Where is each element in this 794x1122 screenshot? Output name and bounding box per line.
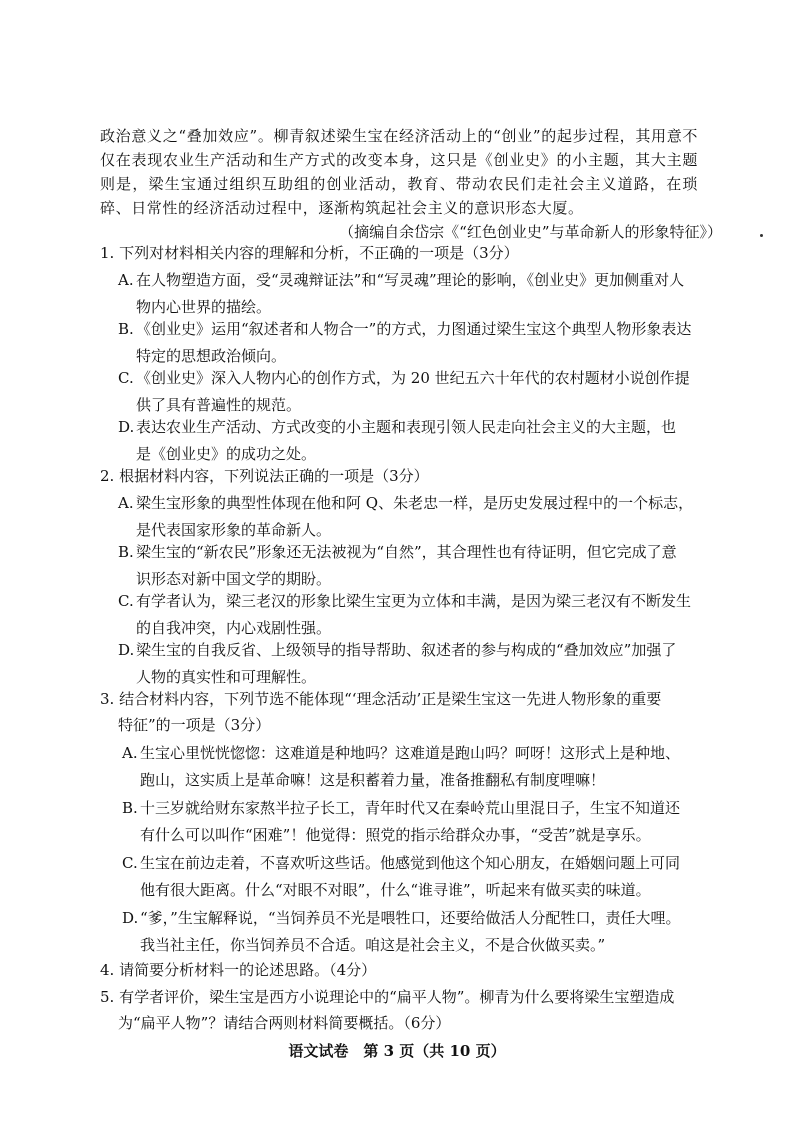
option-text: 十三岁就给财东家熬半拉子长工，青年时代又在秦岭荒山里混日子，生宝不知道还 bbox=[140, 799, 681, 817]
question-3-stem-line2: 特征”的一项是（3分） bbox=[118, 716, 271, 734]
question-2-stem: 2. 根据材料内容，下列说法正确的一项是（3分） bbox=[100, 467, 429, 485]
option-label: A. bbox=[118, 494, 134, 512]
question-5-stem bbox=[100, 984, 700, 1036]
question-2-option-a bbox=[118, 490, 700, 544]
option-text: 生宝心里恍恍惚惚：这难道是种地吗？这难道是跑山吗？呵呀！这形式上是种地、 bbox=[140, 744, 681, 762]
passage-text: 政治意义之“叠加效应”。柳青叙述梁生宝在经济活动上的“创业”的起步过程，其用意不仅在表现农业生产活动和生产方式的改变本身，这只是《创业史》的小主题，其大主题则是，梁生宝通过组织互助组的创业活动，教育、带动农民们走社会主义道路，在琐碎、日常性的经济活动过程中，逐渐构筑起社会主义的意识形态大厦。 bbox=[100, 127, 698, 217]
option-text: 《创业史》深入人物内心的创作方式，为 20 世纪五六十年代的农村题材小说创作提 bbox=[136, 369, 690, 387]
option-label: B. bbox=[122, 799, 138, 817]
option-text: 梁生宝形象的典型性体现在他和阿 Q、朱老忠一样，是历史发展过程中的一个标志， bbox=[136, 494, 694, 512]
option-text: 梁生宝的自我反省、上级领导的指导帮助、叙述者的参与构成的“叠加效应”加强了 bbox=[136, 641, 677, 659]
option-text-cont: 是代表国家形象的革命新人。 bbox=[136, 521, 332, 539]
question-3-stem-line1: 3. 结合材料内容，下列节选不能体现“‘理念活动’正是梁生宝这一先进人物形象的重要 bbox=[100, 690, 662, 708]
option-label: D. bbox=[118, 418, 135, 436]
question-1-stem: 1. 下列对材料相关内容的理解和分析，不正确的一项是（3分） bbox=[100, 244, 519, 262]
question-3-option-c bbox=[122, 850, 700, 904]
option-label: B. bbox=[118, 320, 134, 338]
option-label: D. bbox=[122, 909, 139, 927]
question-1-option-d bbox=[118, 414, 700, 468]
question-5-stem-line2: 为“扁平人物”？请结合两则材料简要概括。（6分） bbox=[118, 1014, 451, 1032]
option-text: 表达农业生产活动、方式改变的小主题和表现引领人民走向社会主义的大主题，也 bbox=[136, 418, 677, 436]
option-text-cont: 供了具有普遍性的规范。 bbox=[136, 396, 302, 414]
option-label: D. bbox=[118, 641, 135, 659]
option-label: A. bbox=[122, 744, 138, 762]
option-text-cont: 的自我冲突，内心戏剧性强。 bbox=[136, 619, 332, 637]
question-3-option-d bbox=[122, 905, 700, 959]
margin-speck bbox=[760, 234, 763, 237]
question-2-option-d bbox=[118, 637, 700, 691]
option-text-cont: 跑山，这实质上是革命嘛！这是积蓄着力量，准备推翻私有制度哩嘛！ bbox=[140, 771, 606, 789]
option-text-cont: 有什么可以叫作“困难”！他觉得：照党的指示给群众办事，“受苦”就是享乐。 bbox=[140, 826, 651, 844]
option-text: 生宝在前边走着，不喜欢听这些话。他感觉到他这个知心朋友，在婚姻问题上可同 bbox=[140, 854, 681, 872]
page-footer: 语文试卷 第 3 页（共 10 页） bbox=[288, 1042, 506, 1060]
option-text-cont: 物内心世界的描绘。 bbox=[136, 298, 272, 316]
option-text-cont: 我当社主任，你当饲养员不合适。咱这是社会主义，不是合伙做买卖。” bbox=[140, 936, 606, 954]
question-2-option-c bbox=[118, 588, 700, 642]
option-label: B. bbox=[118, 543, 134, 561]
option-label: C. bbox=[118, 592, 134, 610]
option-text-cont: 识形态对新中国文学的期盼。 bbox=[136, 570, 332, 588]
option-text: 有学者认为，梁三老汉的形象比梁生宝更为立体和丰满，是因为梁三老汉有不断发生 bbox=[136, 592, 692, 610]
question-2-option-b bbox=[118, 539, 700, 593]
question-1-option-a bbox=[118, 267, 700, 321]
option-text-cont: 人物的真实性和可理解性。 bbox=[136, 668, 317, 686]
option-label: C. bbox=[122, 854, 138, 872]
question-3-stem bbox=[100, 686, 700, 738]
question-3-option-a bbox=[122, 740, 700, 794]
question-1-option-c bbox=[118, 365, 700, 419]
question-4-stem: 4. 请简要分析材料一的论述思路。（4分） bbox=[100, 961, 377, 979]
passage-source: （摘编自余岱宗《“红色创业史”与革命新人的形象特征》） bbox=[339, 223, 722, 241]
option-text-cont: 是《创业史》的成功之处。 bbox=[136, 445, 317, 463]
option-label: A. bbox=[118, 271, 134, 289]
question-1-option-b bbox=[118, 316, 700, 370]
question-3-option-b bbox=[122, 795, 700, 849]
option-text: 梁生宝的“新农民”形象还无法被视为“自然”，其合理性也有待证明，但它完成了意 bbox=[136, 543, 677, 561]
option-text: 《创业史》运用“叙述者和人物合一”的方式，力图通过梁生宝这个典型人物形象表达 bbox=[136, 320, 692, 338]
option-text: 在人物塑造方面，受“灵魂辩证法”和“写灵魂”理论的影响，《创业史》更加侧重对人 bbox=[136, 271, 685, 289]
question-5-stem-line1: 5. 有学者评价，梁生宝是西方小说理论中的“扁平人物”。柳青为什么要将梁生宝塑造成 bbox=[100, 988, 675, 1006]
option-text: “爹，”生宝解释说，“当饲养员不光是喂牲口，还要给做活人分配牲口，责任大哩。 bbox=[140, 909, 681, 927]
option-label: C. bbox=[118, 369, 134, 387]
option-text-cont: 特定的思想政治倾向。 bbox=[136, 347, 287, 365]
option-text-cont: 他有很大距离。什么“对眼不对眼”，什么“谁寻谁”，听起来有做买卖的味道。 bbox=[140, 881, 651, 899]
